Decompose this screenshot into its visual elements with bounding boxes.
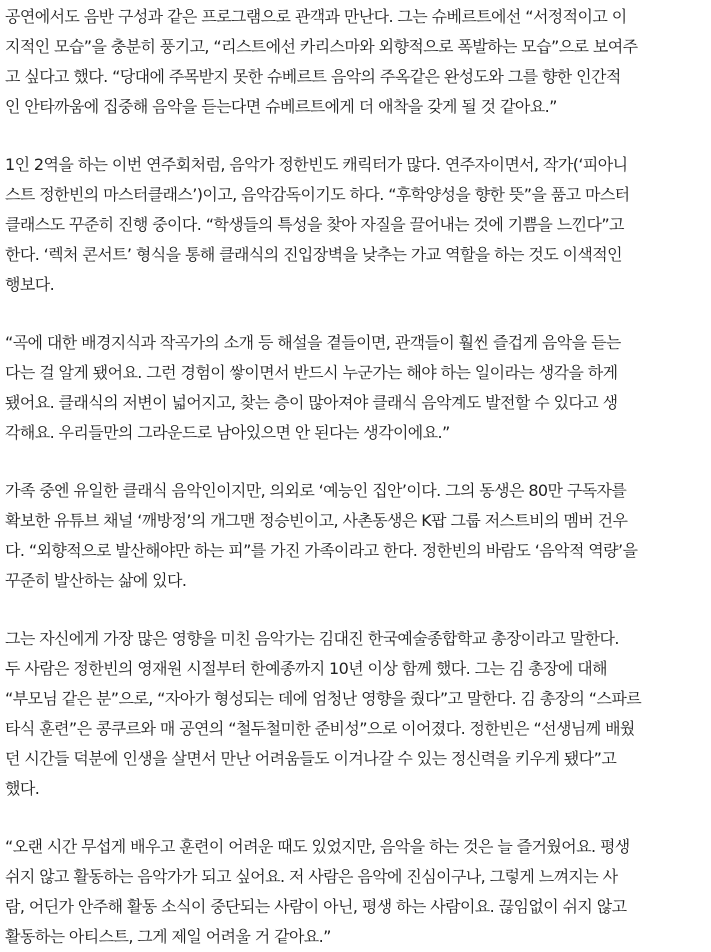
- text-line: 클래스도 꾸준히 진행 중이다. “학생들의 특성을 찾아 자질을 끌어내는 것에 기쁨을 느낀다”고: [5, 215, 624, 234]
- article-paragraph: [5, 2, 705, 122]
- text-line: 지적인 모습”을 충분히 풍기고, “리스트에선 카리스마와 외향적으로 폭발하는 모습”으로 보여주: [5, 37, 638, 56]
- text-line: 쉬지 않고 활동하는 음악가가 되고 싶어요. 저 사람은 음악에 진심이구나, 그렇게 느껴지는 사: [5, 867, 618, 886]
- text-line: “오랜 시간 무섭게 배우고 훈련이 어려운 때도 있었지만, 음악을 하는 것은 늘 즐거웠어요. 평생: [5, 837, 630, 856]
- article-paragraph: [5, 832, 705, 952]
- text-line: 1인 2역을 하는 이번 연주회처럼, 음악가 정한빈도 캐릭터가 많다. 연주자이면서, 작가(‘피아니: [5, 155, 628, 174]
- text-line: 가족 중엔 유일한 클래식 음악인이지만, 의외로 ‘예능인 집안’이다. 그의 동생은 80만 구독자를: [5, 481, 627, 500]
- text-line: 두 사람은 정한빈의 영재원 시절부터 한예종까지 10년 이상 함께 했다. 그는 김 총장에 대해: [5, 659, 607, 678]
- text-line: “곡에 대한 배경지식과 작곡가의 소개 등 해설을 곁들이면, 관객들이 훨씬 즐겁게 음악을 듣는: [5, 333, 621, 352]
- text-line: 다. “외향적으로 발산해야만 하는 피”를 가진 가족이라고 한다. 정한빈의 바람도 ‘음악적 역량’을: [5, 541, 638, 560]
- text-line: 꾸준히 발산하는 삶에 있다.: [5, 571, 187, 590]
- article-paragraph: [5, 476, 705, 596]
- text-line: 그는 자신에게 가장 많은 영향을 미친 음악가는 김대진 한국예술종합학교 총장이라고 말한다.: [5, 629, 619, 648]
- article-paragraph: [5, 150, 705, 300]
- text-line: 스트 정한빈의 마스터클래스’)이고, 음악감독이기도 하다. “후학양성을 향한 뜻”을 품고 마스터: [5, 185, 630, 204]
- text-line: 됐어요. 클래식의 저변이 넓어지고, 찾는 층이 많아져야 클래식 음악계도 발전할 수 있다고 생: [5, 393, 618, 412]
- text-line: 다는 걸 알게 됐어요. 그런 경험이 쌓이면서 반드시 누군가는 해야 하는 일이라는 생각을 하게: [5, 363, 618, 382]
- text-line: 공연에서도 음반 구성과 같은 프로그램으로 관객과 만난다. 그는 슈베르트에선 “서정적이고 이: [5, 7, 627, 26]
- text-line: 한다. ‘렉처 콘서트’ 형식을 통해 클래식의 진입장벽을 낮추는 가교 역할을 하는 것도 이색적인: [5, 245, 622, 264]
- text-line: 타식 훈련”은 콩쿠르와 매 공연의 “철두철미한 준비성”으로 이어졌다. 정한빈은 “선생님께 배웠: [5, 719, 635, 738]
- text-line: 확보한 유튜브 채널 ‘깨방정’의 개그맨 정승빈이고, 사촌동생은 K팝 그룹 저스트비의 멤버 건우: [5, 511, 628, 530]
- text-line: 각해요. 우리들만의 그라운드로 남아있으면 안 된다는 생각이에요.”: [5, 423, 450, 442]
- text-line: 활동하는 아티스트, 그게 제일 어려울 거 같아요.”: [5, 927, 331, 946]
- text-line: 행보다.: [5, 275, 55, 294]
- text-line: 고 싶다고 했다. “당대에 주목받지 못한 슈베르트 음악의 주옥같은 완성도와 그를 향한 인간적: [5, 67, 621, 86]
- text-line: 던 시간들 덕분에 인생을 살면서 만난 어려움들도 이겨나갈 수 있는 정신력을 키우게 됐다”고: [5, 749, 617, 768]
- text-line: 인 안타까움에 집중해 음악을 듣는다면 슈베르트에게 더 애착을 갖게 될 것 같아요.”: [5, 97, 557, 116]
- article-paragraph: [5, 624, 705, 804]
- article-paragraph: [5, 328, 705, 448]
- text-line: 했다.: [5, 779, 40, 798]
- text-line: 람, 어딘가 안주해 활동 소식이 중단되는 사람이 아닌, 평생 하는 사람이요. 끊임없이 쉬지 않고: [5, 897, 627, 916]
- text-line: “부모님 같은 분”으로, “자아가 형성되는 데에 엄청난 영향을 줬다”고 말한다. 김 총장의 “스파르: [5, 689, 642, 708]
